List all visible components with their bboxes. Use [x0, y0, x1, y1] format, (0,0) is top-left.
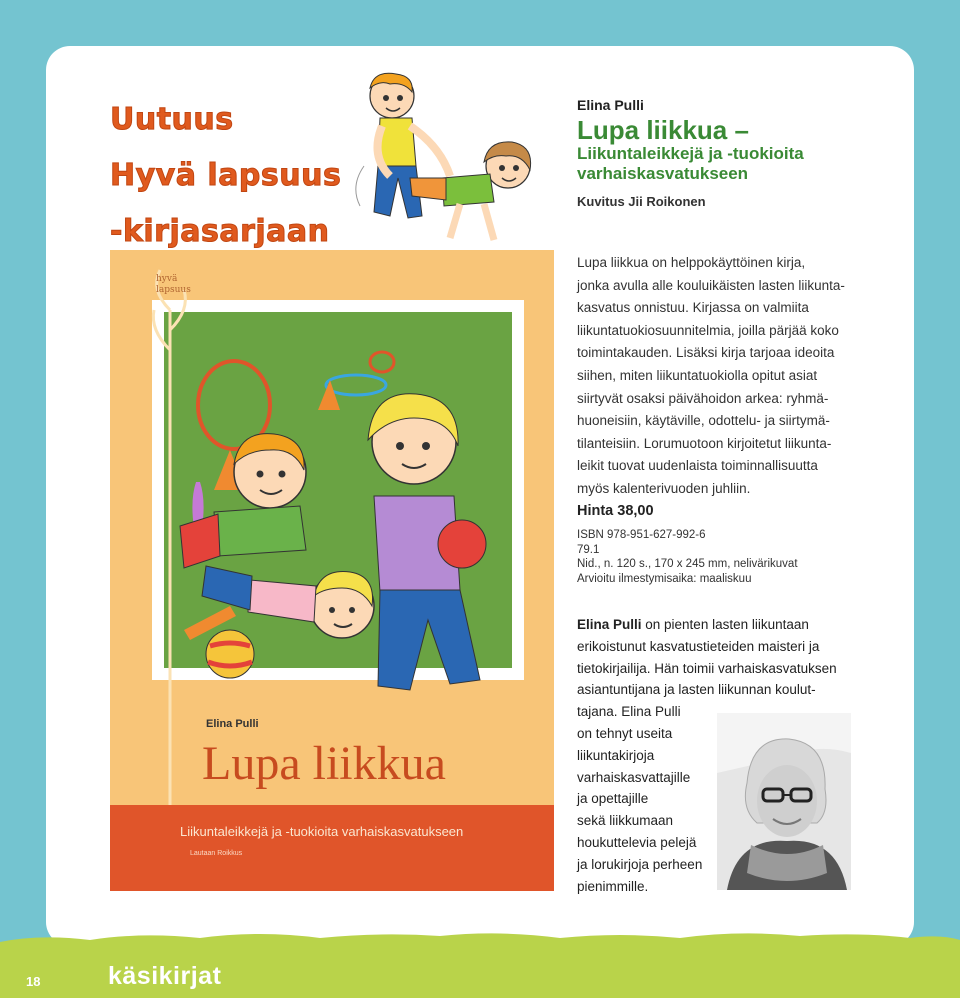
book-subtitle-line-1: Liikuntaleikkejä ja -tuokioita	[577, 144, 804, 163]
bio-line: erikoistunut kasvatustieteiden maisteri ja	[577, 638, 820, 654]
book-subtitle	[577, 144, 857, 184]
bio-line: asiantuntijana ja lasten liikunnan koulut-	[577, 682, 816, 698]
cover-series-line-2: lapsuus	[156, 285, 191, 295]
bio-line: ja lorukirjoja perheen	[577, 856, 703, 872]
description-line: toimintakauden. Lisäksi kirja tarjoaa ideoita	[577, 345, 835, 361]
description-line: huoneisiin, käytäville, odottelu- ja siirtymä-	[577, 413, 830, 429]
bio-line: on tehnyt useita	[577, 725, 673, 741]
bio-line: ja opettajille	[577, 791, 649, 807]
cover-series-label	[156, 274, 191, 296]
description-line: tilanteisiin. Lorumuotoon kirjoitetut liikunta-	[577, 435, 832, 451]
price: Hinta 38,00	[577, 503, 654, 519]
description-line: liikuntatuokiosuunnitelmia, joilla pärjää koko	[577, 322, 839, 338]
description-line: siirtyvät osaksi päivähoidon arkea: ryhmä-	[577, 390, 829, 406]
format-info: Nid., n. 120 s., 170 x 245 mm, nelivärikuvat	[577, 558, 798, 570]
headline-line-3: -kirjasarjaan	[110, 214, 330, 249]
release-date: Arvioitu ilmestymisaika: maaliskuu	[577, 572, 752, 585]
cover-title: Lupa liikkua	[202, 737, 446, 790]
author-portrait	[717, 713, 851, 890]
cover-illustrator: Lautaan Roikkus	[190, 850, 243, 857]
isbn: ISBN 978-951-627-992-6	[577, 529, 706, 541]
bio-line: varhaiskasvattajille	[577, 769, 691, 785]
headline-line-2: Hyvä lapsuus	[110, 158, 342, 193]
bio-first-line: on pienten lasten liikuntaan	[641, 617, 809, 632]
cover-series-line-1: hyvä	[156, 274, 178, 284]
book-description	[577, 252, 867, 501]
bio-line: tietokirjailija. Hän toimii varhaiskasvatuksen	[577, 660, 837, 676]
bio-line: liikuntakirjoja	[577, 747, 655, 763]
description-line: kasvatus onnistuu. Kirjassa on valmiita	[577, 300, 809, 316]
book-cover	[110, 250, 554, 891]
headline-line-1: Uutuus	[110, 102, 234, 137]
description-line: leikit tuovat uudenlaista toiminnallisuutta	[577, 458, 818, 474]
book-illustrator: Kuvitus Jii Roikonen	[577, 194, 706, 209]
cover-subtitle: Liikuntaleikkejä ja -tuokioita varhaiskasvatukseen	[180, 824, 464, 839]
cover-illustration	[110, 250, 554, 891]
section-label: käsikirjat	[108, 962, 222, 990]
description-line: myös kalenterivuoden juhliin.	[577, 480, 751, 496]
cover-title-band	[110, 805, 554, 891]
bio-author-name: Elina Pulli	[577, 617, 642, 632]
bio-line: houkuttelevia pelejä	[577, 834, 697, 850]
bio-line: pienimmille.	[577, 878, 649, 894]
classification: 79.1	[577, 543, 600, 556]
page-number: 18	[26, 974, 41, 989]
bio-line	[577, 614, 837, 636]
book-subtitle-line-2: varhaiskasvatukseen	[577, 164, 749, 183]
book-title: Lupa liikkua –	[577, 115, 749, 145]
playing-kids-illustration	[350, 66, 570, 250]
description-line: Lupa liikkua on helppokäyttöinen kirja,	[577, 255, 806, 270]
book-header	[577, 96, 857, 210]
headline	[110, 92, 370, 260]
description-line: jonka avulla alle kouluikäisten lasten liikunta-	[577, 277, 845, 293]
book-author: Elina Pulli	[577, 97, 644, 113]
book-specs	[577, 528, 798, 586]
author-photo	[717, 713, 851, 890]
cover-author: Elina Pulli	[206, 718, 259, 730]
bio-line: tajana. Elina Pulli	[577, 704, 681, 720]
description-line: siihen, miten liikuntatuokiolla opitut asiat	[577, 367, 818, 383]
bio-line: sekä liikkumaan	[577, 813, 674, 829]
